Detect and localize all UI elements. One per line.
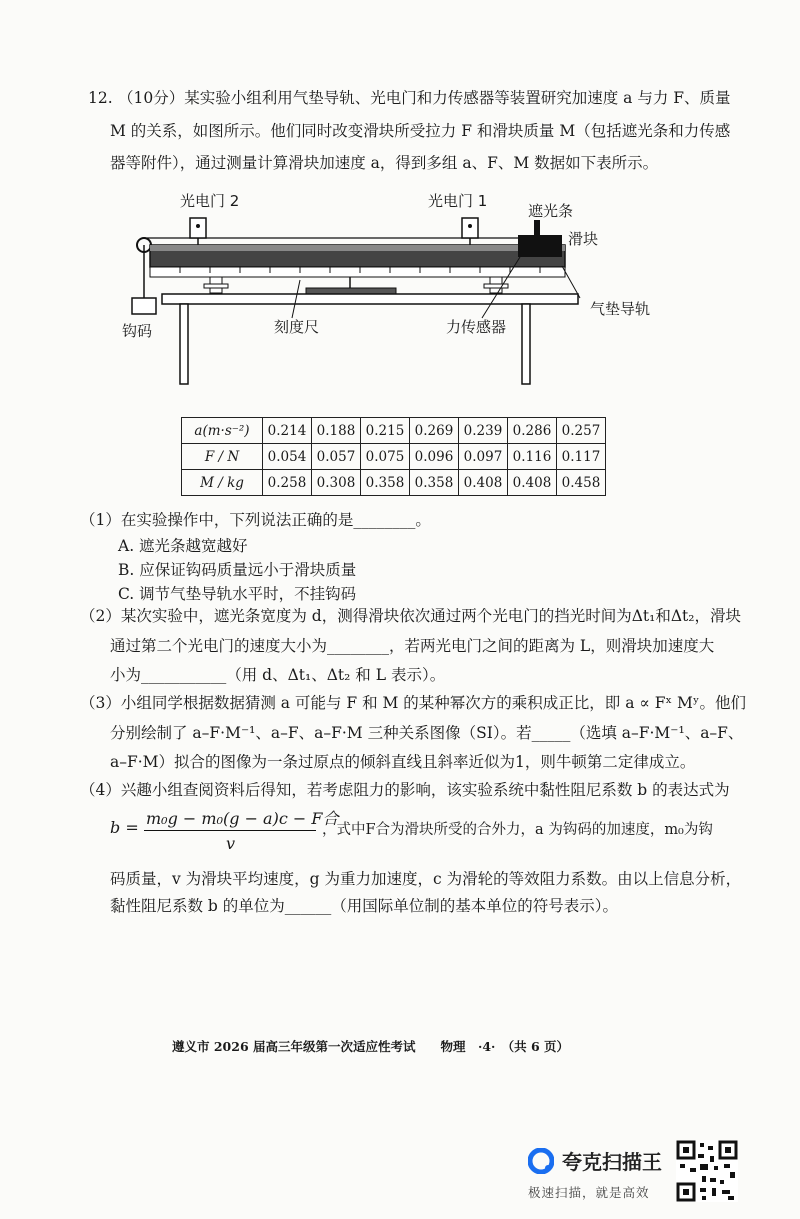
slider-block (518, 235, 562, 257)
fraction-bar (144, 830, 316, 831)
shade-strip (534, 220, 540, 236)
part4-line-3: 黏性阻尼系数 b 的单位为______（用国际单位制的基本单位的符号表示）。 (110, 897, 619, 915)
label-track: 气垫导轨 (590, 300, 651, 318)
part3-line-2: 分别绘制了 a–F·M⁻¹、a–F、a–F·M 三种关系图像（SI）。若_____（选填 a–F·M⁻¹、a–F、 (110, 724, 744, 742)
scanner-logo-icon (528, 1148, 554, 1174)
data-table (181, 417, 606, 496)
table-cell: 0.269 (410, 418, 459, 444)
label-slider: 滑块 (568, 230, 599, 248)
scanner-brand: 夸克扫描王 (562, 1150, 662, 1174)
formula-lhs: b = (110, 818, 139, 837)
bench-top (162, 294, 578, 304)
table-cell: 0.408 (459, 470, 508, 496)
table-row-header: M / kg (182, 470, 263, 496)
table-cell: 0.239 (459, 418, 508, 444)
label-sensor: 力传感器 (446, 318, 507, 336)
table-row (182, 444, 606, 470)
part3-line-1: （3）小组同学根据数据猜测 a 可能与 F 和 M 的某种幂次方的乘积成正比，即 a ∝ Fˣ Mʸ。他们 (80, 694, 746, 712)
part2-line-2: 通过第二个光电门的速度大小为________，若两光电门之间的距离为 L，则滑块加速度大 (110, 637, 715, 655)
table-row-header: a(m·s⁻²) (182, 418, 263, 444)
table-cell: 0.286 (508, 418, 557, 444)
table-cell: 0.358 (361, 470, 410, 496)
table-row (182, 470, 606, 496)
part1-option-a: A. 遮光条越宽越好 (118, 537, 248, 555)
formula-tail: ，式中F合为滑块所受的合外力，a 为钩码的加速度，m₀为钩 (322, 822, 713, 838)
part3-line-3: a–F·M）拟合的图像为一条过原点的倾斜直线且斜率近似为1，则牛顿第二定律成立。 (110, 753, 696, 771)
label-ruler: 刻度尺 (274, 318, 320, 336)
part1-stem: （1）在实验操作中，下列说法正确的是________。 (80, 511, 431, 529)
table-cell: 0.215 (361, 418, 410, 444)
formula-numerator: m₀g − m₀(g − a)c − F合 (146, 809, 339, 828)
table-cell: 0.258 (263, 470, 312, 496)
table-row-header: F / N (182, 444, 263, 470)
intro-line-2: M 的关系，如图所示。他们同时改变滑块所受拉力 F 和滑块质量 M（包括遮光条和力传感 (110, 122, 731, 140)
table-cell: 0.458 (557, 470, 606, 496)
table-cell: 0.116 (508, 444, 557, 470)
scanner-slogan: 极速扫描，就是高效 (528, 1185, 650, 1200)
question-number: 12. (88, 89, 113, 107)
table-cell: 0.057 (312, 444, 361, 470)
table-cell: 0.096 (410, 444, 459, 470)
intro-line-3: 器等附件），通过测量计算滑块加速度 a，得到多组 a、F、M 数据如下表所示。 (110, 154, 659, 172)
table-cell: 0.214 (263, 418, 312, 444)
part1-option-b: B. 应保证钩码质量远小于滑块质量 (118, 561, 357, 579)
table-cell: 0.408 (508, 470, 557, 496)
intro-line-1: （10分）某实验小组利用气垫导轨、光电门和力传感器等装置研究加速度 a 与力 F、质量 (118, 89, 731, 107)
table-cell: 0.188 (312, 418, 361, 444)
part1-option-c: C. 调节气垫导轨水平时，不挂钩码 (118, 585, 357, 603)
table-cell: 0.097 (459, 444, 508, 470)
apparatus-figure (110, 190, 700, 400)
weight-block (132, 298, 156, 314)
table-cell: 0.117 (557, 444, 606, 470)
qr-code-icon (676, 1140, 738, 1202)
label-shade: 遮光条 (528, 202, 574, 220)
part4-line-1: （4）兴趣小组查阅资料后得知，若考虑阻力的影响，该实验系统中黏性阻尼系数 b 的表达式为 (80, 781, 730, 799)
table-cell: 0.054 (263, 444, 312, 470)
label-gate-2: 光电门 2 (180, 192, 240, 210)
table-cell: 0.075 (361, 444, 410, 470)
table-cell: 0.358 (410, 470, 459, 496)
part4-line-2: 码质量，v 为滑块平均速度，g 为重力加速度，c 为滑轮的等效阻力系数。由以上信息分析， (110, 870, 742, 888)
page-footer: 遵义市 2026 届高三年级第一次适应性考试 物理 ·4· （共 6 页） (172, 1039, 570, 1054)
table-row (182, 418, 606, 444)
table-cell: 0.308 (312, 470, 361, 496)
part2-line-1: （2）某次实验中，遮光条宽度为 d，测得滑块依次通过两个光电门的挡光时间为Δt₁和Δt₂，滑块 (80, 607, 741, 625)
label-weight: 钩码 (122, 322, 153, 340)
scanner-watermark (528, 1146, 662, 1201)
label-gate-1: 光电门 1 (428, 192, 488, 210)
part2-line-3: 小为___________（用 d、Δt₁、Δt₂ 和 L 表示）。 (110, 666, 446, 684)
ruler (150, 267, 565, 277)
table-cell: 0.257 (557, 418, 606, 444)
formula-denominator: v (226, 834, 236, 853)
